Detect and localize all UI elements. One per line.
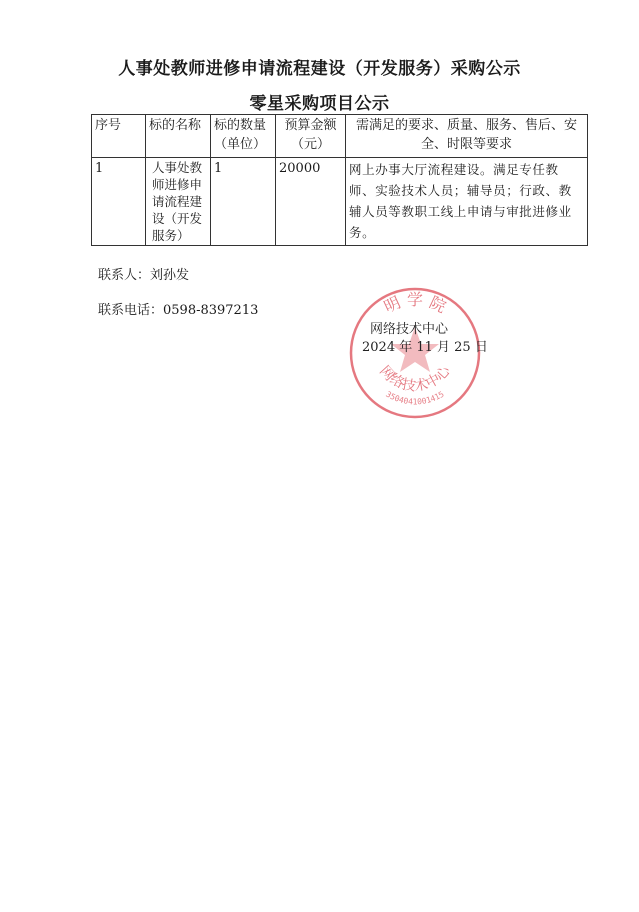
header-quantity: 标的数量（单位）: [211, 115, 276, 158]
contact-person: 联系人：刘孙发: [98, 268, 190, 283]
cell-index: 1: [92, 158, 146, 246]
cell-item-name: 人事处教师进修申请流程建设（开发服务）: [146, 158, 211, 246]
header-budget: 预算金额（元）: [276, 115, 346, 158]
cell-requirements: 网上办事大厅流程建设。满足专任教师、实验技术人员；辅导员；行政、教辅人员等教职工线上申请与审批进修业务。: [346, 158, 588, 246]
seal-top-text: 明 学 院: [380, 290, 450, 317]
header-item-name: 标的名称: [146, 115, 211, 158]
signature-date: 2024 年 11 月 25 日: [362, 340, 488, 355]
contact-phone: 联系电话：0598-8397213: [98, 303, 259, 318]
seal-code-text: 3504041001415: [384, 389, 446, 407]
procurement-table: [91, 114, 588, 246]
table-row: [92, 158, 588, 246]
document-subtitle: 零星采购项目公示: [249, 94, 390, 114]
document-title: 人事处教师进修申请流程建设（开发服务）采购公示: [118, 59, 521, 79]
header-requirements: 需满足的要求、质量、服务、售后、安全、时限等要求: [346, 115, 588, 158]
cell-budget: 20000: [276, 158, 346, 246]
cell-quantity: 1: [211, 158, 276, 246]
header-index: 序号: [92, 115, 146, 158]
table-header-row: [92, 115, 588, 158]
seal-bottom-text: 网络技术中心: [376, 363, 454, 395]
signature-dept: 网络技术中心: [370, 322, 449, 337]
